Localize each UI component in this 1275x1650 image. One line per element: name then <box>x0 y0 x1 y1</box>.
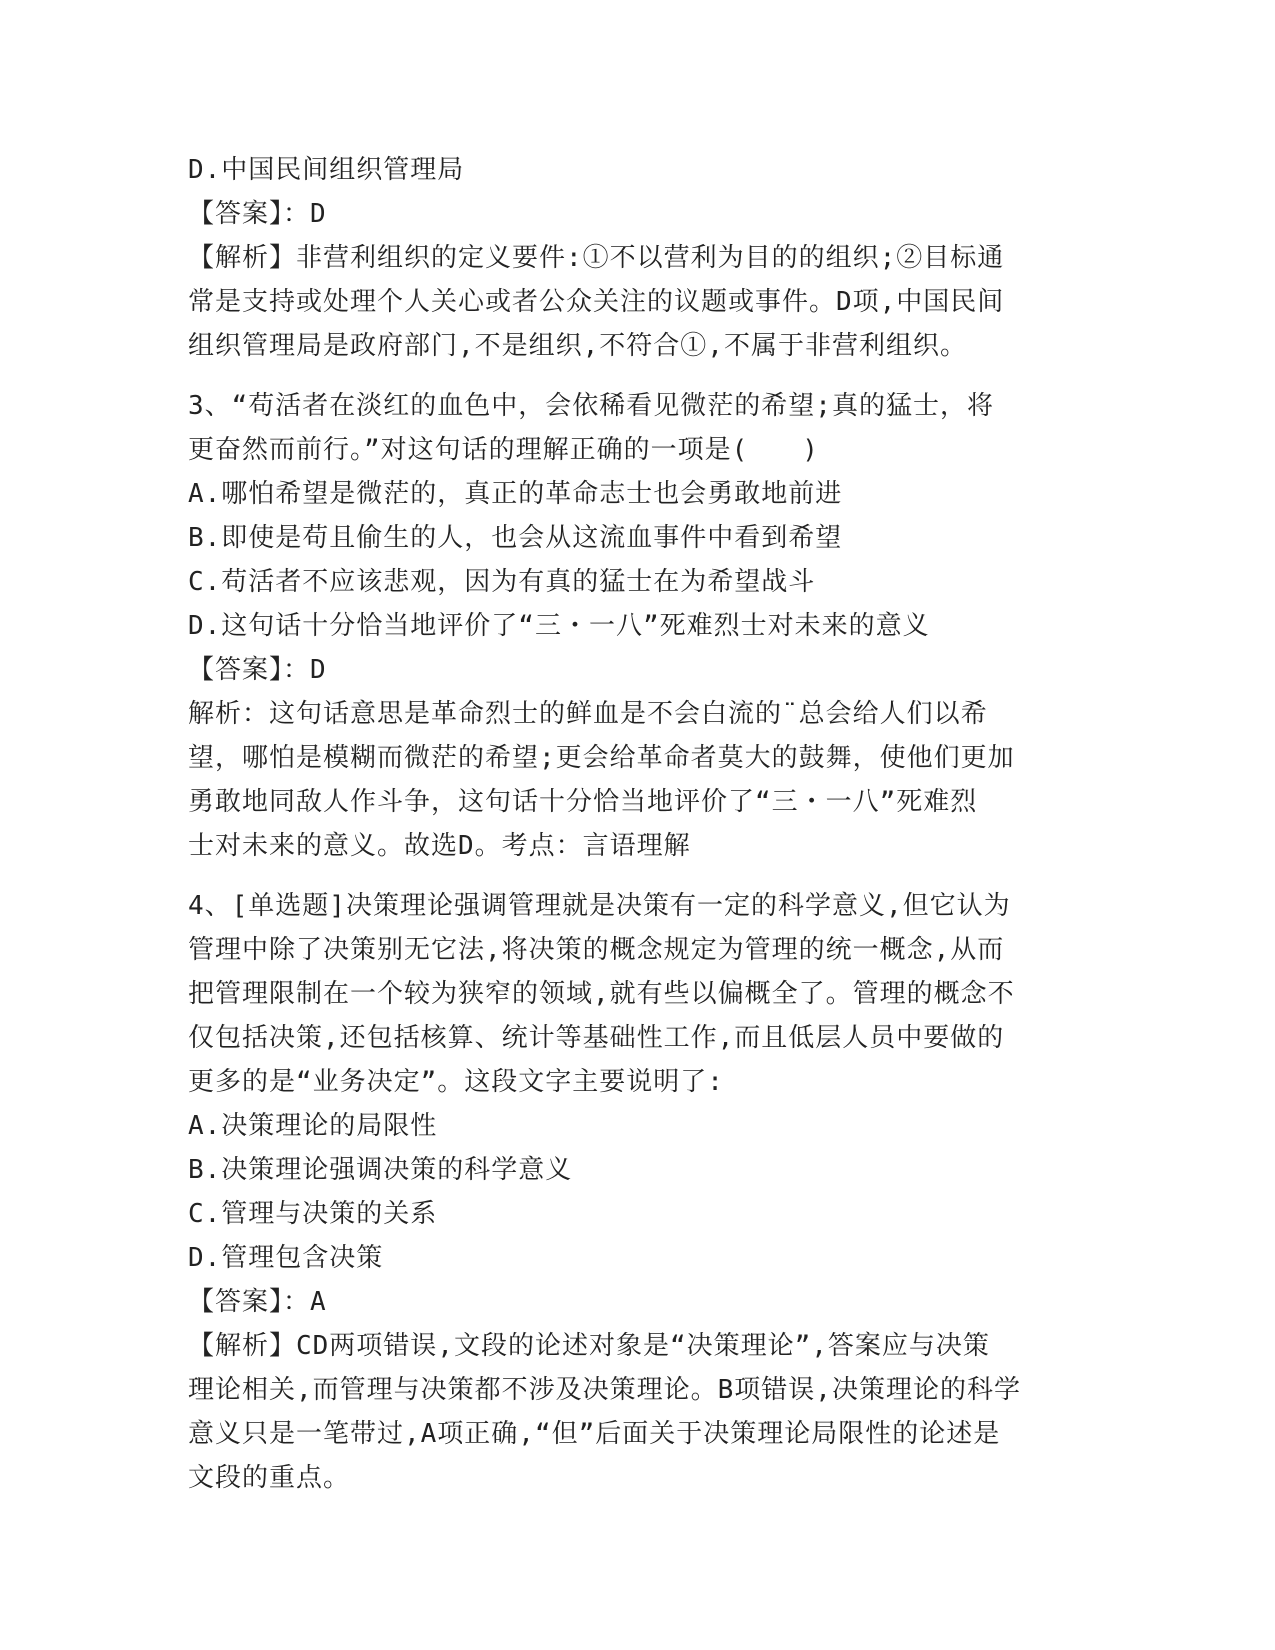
analysis-line: 文段的重点。 <box>188 1463 351 1493</box>
question-stem: 仅包括决策,还包括核算、统计等基础性工作,而且低层人员中要做的 <box>188 1023 1005 1053</box>
analysis-line: 望，哪怕是模糊而微茫的希望;更会给革命者莫大的鼓舞，使他们更加 <box>188 743 1015 773</box>
analysis-line: 勇敢地同敌人作斗争，这句话十分恰当地评价了“三・一八”死难烈 <box>188 787 978 817</box>
option-a: A.决策理论的局限性 <box>188 1111 438 1141</box>
option-d: D.中国民间组织管理局 <box>188 155 465 185</box>
answer-line: 【答案】：A <box>188 1287 327 1317</box>
block-gap <box>188 368 1088 384</box>
analysis-line: 解析：这句话意思是革命烈士的鲜血是不会白流的¨总会给人们以希 <box>188 699 988 729</box>
option-d: D.管理包含决策 <box>188 1243 384 1273</box>
question-stem: 管理中除了决策别无它法,将决策的概念规定为管理的统一概念,从而 <box>188 935 1005 965</box>
question-stem: 把管理限制在一个较为狭窄的领域,就有些以偏概全了。管理的概念不 <box>188 979 1015 1009</box>
analysis-line: 【解析】非营利组织的定义要件:①不以营利为目的的组织;②目标通 <box>188 243 1005 273</box>
analysis-line: 意义只是一笔带过,A项正确,“但”后面关于决策理论局限性的论述是 <box>188 1419 1001 1449</box>
question-2-tail <box>188 148 1088 368</box>
answer-line: 【答案】：D <box>188 199 327 229</box>
answer-line: 【答案】：D <box>188 655 327 685</box>
analysis-line: 组织管理局是政府部门,不是组织,不符合①,不属于非营利组织。 <box>188 331 967 361</box>
question-stem: 更奋然而前行。”对这句话的理解正确的一项是( ) <box>188 435 819 465</box>
analysis-line: 【解析】CD两项错误,文段的论述对象是“决策理论”,答案应与决策 <box>188 1331 990 1361</box>
option-a: A.哪怕希望是微茫的，真正的革命志士也会勇敢地前进 <box>188 479 843 509</box>
question-stem: 4、[单选题]决策理论强调管理就是决策有一定的科学意义,但它认为 <box>188 891 1011 921</box>
document-content <box>188 148 1088 1500</box>
analysis-line: 理论相关,而管理与决策都不涉及决策理论。B项错误,决策理论的科学 <box>188 1375 1021 1405</box>
option-c: C.苟活者不应该悲观，因为有真的猛士在为希望战斗 <box>188 567 816 597</box>
option-d: D.这句话十分恰当地评价了“三・一八”死难烈士对未来的意义 <box>188 611 930 641</box>
option-b: B.决策理论强调决策的科学意义 <box>188 1155 573 1185</box>
question-stem: 更多的是“业务决定”。这段文字主要说明了: <box>188 1067 724 1097</box>
question-4 <box>188 884 1088 1500</box>
analysis-line: 士对未来的意义。故选D。考点：言语理解 <box>188 831 691 861</box>
question-3 <box>188 384 1088 868</box>
block-gap <box>188 868 1088 884</box>
option-c: C.管理与决策的关系 <box>188 1199 438 1229</box>
option-b: B.即使是苟且偷生的人，也会从这流血事件中看到希望 <box>188 523 843 553</box>
analysis-line: 常是支持或处理个人关心或者公众关注的议题或事件。D项,中国民间 <box>188 287 1005 317</box>
question-stem: 3、“苟活者在淡红的血色中，会依稀看见微茫的希望;真的猛士，将 <box>188 391 994 421</box>
